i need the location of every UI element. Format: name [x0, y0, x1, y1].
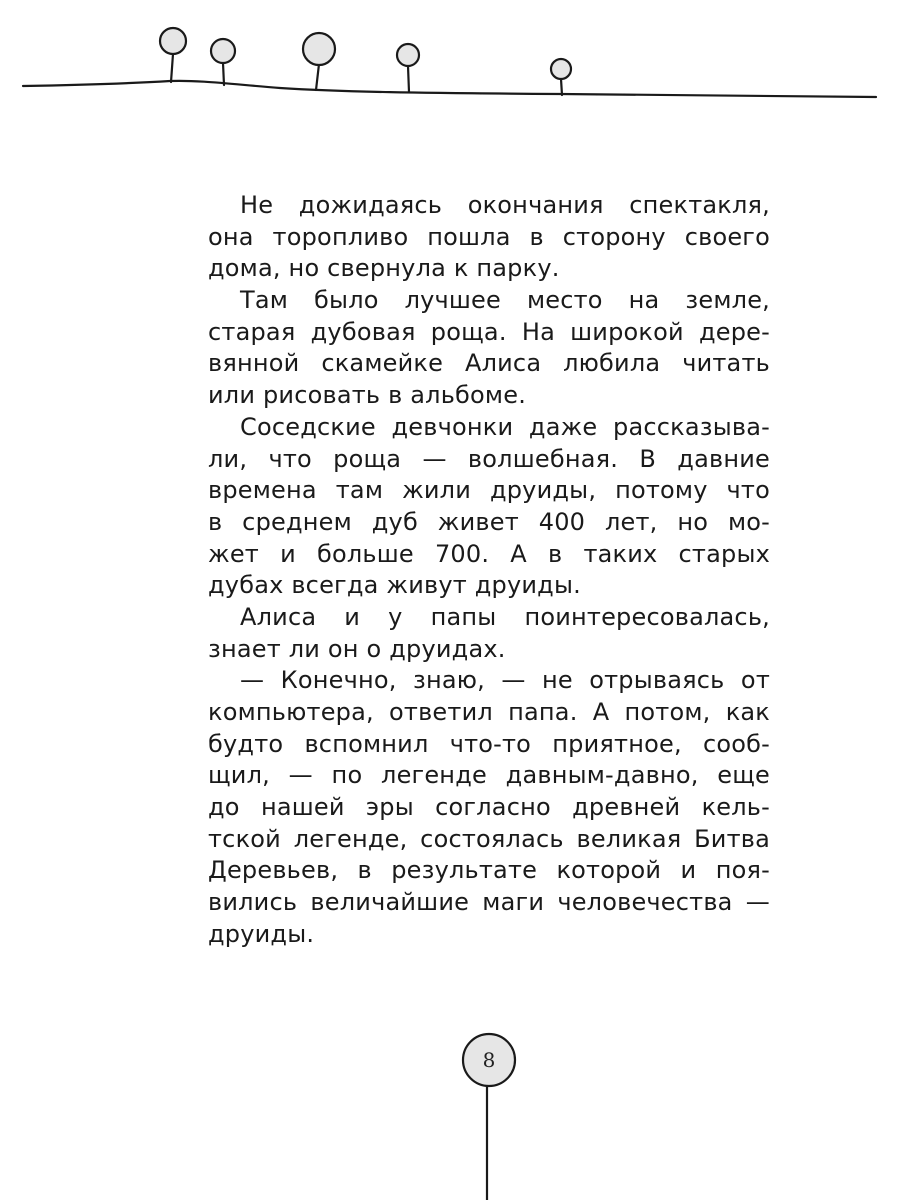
text-line: дома, но свернула к парку. [208, 254, 560, 283]
text-line: или рисовать в альбоме. [208, 381, 527, 410]
text-line: тской легенде, состоялась великая Битва [208, 824, 770, 853]
text-line: Алиса и у папы поинтересовалась, [240, 602, 770, 631]
text-line: старая дубовая роща. На широкой дере- [208, 317, 770, 346]
text-line: дубах всегда живут друиды. [208, 571, 581, 600]
text-line: будто вспомнил что-то приятное, сооб- [208, 729, 770, 758]
text-line: она торопливо пошла в сторону своего [208, 222, 770, 251]
page-number: 8 [482, 1048, 496, 1072]
text-line: — Конечно, знаю, — не отрываясь от [240, 666, 770, 695]
text-line: Деревьев, в результате которой и поя- [208, 856, 770, 885]
text-line: до нашей эры согласно древней кель- [208, 793, 770, 822]
text-line: ли, что роща — волшебная. В давние [208, 444, 770, 473]
text-line: Там было лучшее место на земле, [240, 286, 770, 315]
text-line: Не дожидаясь окончания спектакля, [240, 191, 770, 219]
text-line: вились величайшие маги человечества — [208, 888, 770, 917]
text-line: компьютера, ответил папа. А потом, как [208, 698, 770, 726]
text-line: в среднем дуб живет 400 лет, но мо- [208, 507, 770, 536]
text-line: жет и больше 700. А в таких старых [208, 539, 770, 568]
text-line: времена там жили друиды, потому что [208, 476, 770, 505]
text-line: знает ли он о друидах. [208, 634, 506, 663]
text-line: вянной скамейке Алиса любила читать [208, 349, 770, 378]
text-line: щил, — по легенде давным-давно, еще [208, 761, 770, 790]
text-line: Соседские девчонки даже рассказыва- [240, 412, 770, 441]
text-line: друиды. [208, 919, 315, 948]
